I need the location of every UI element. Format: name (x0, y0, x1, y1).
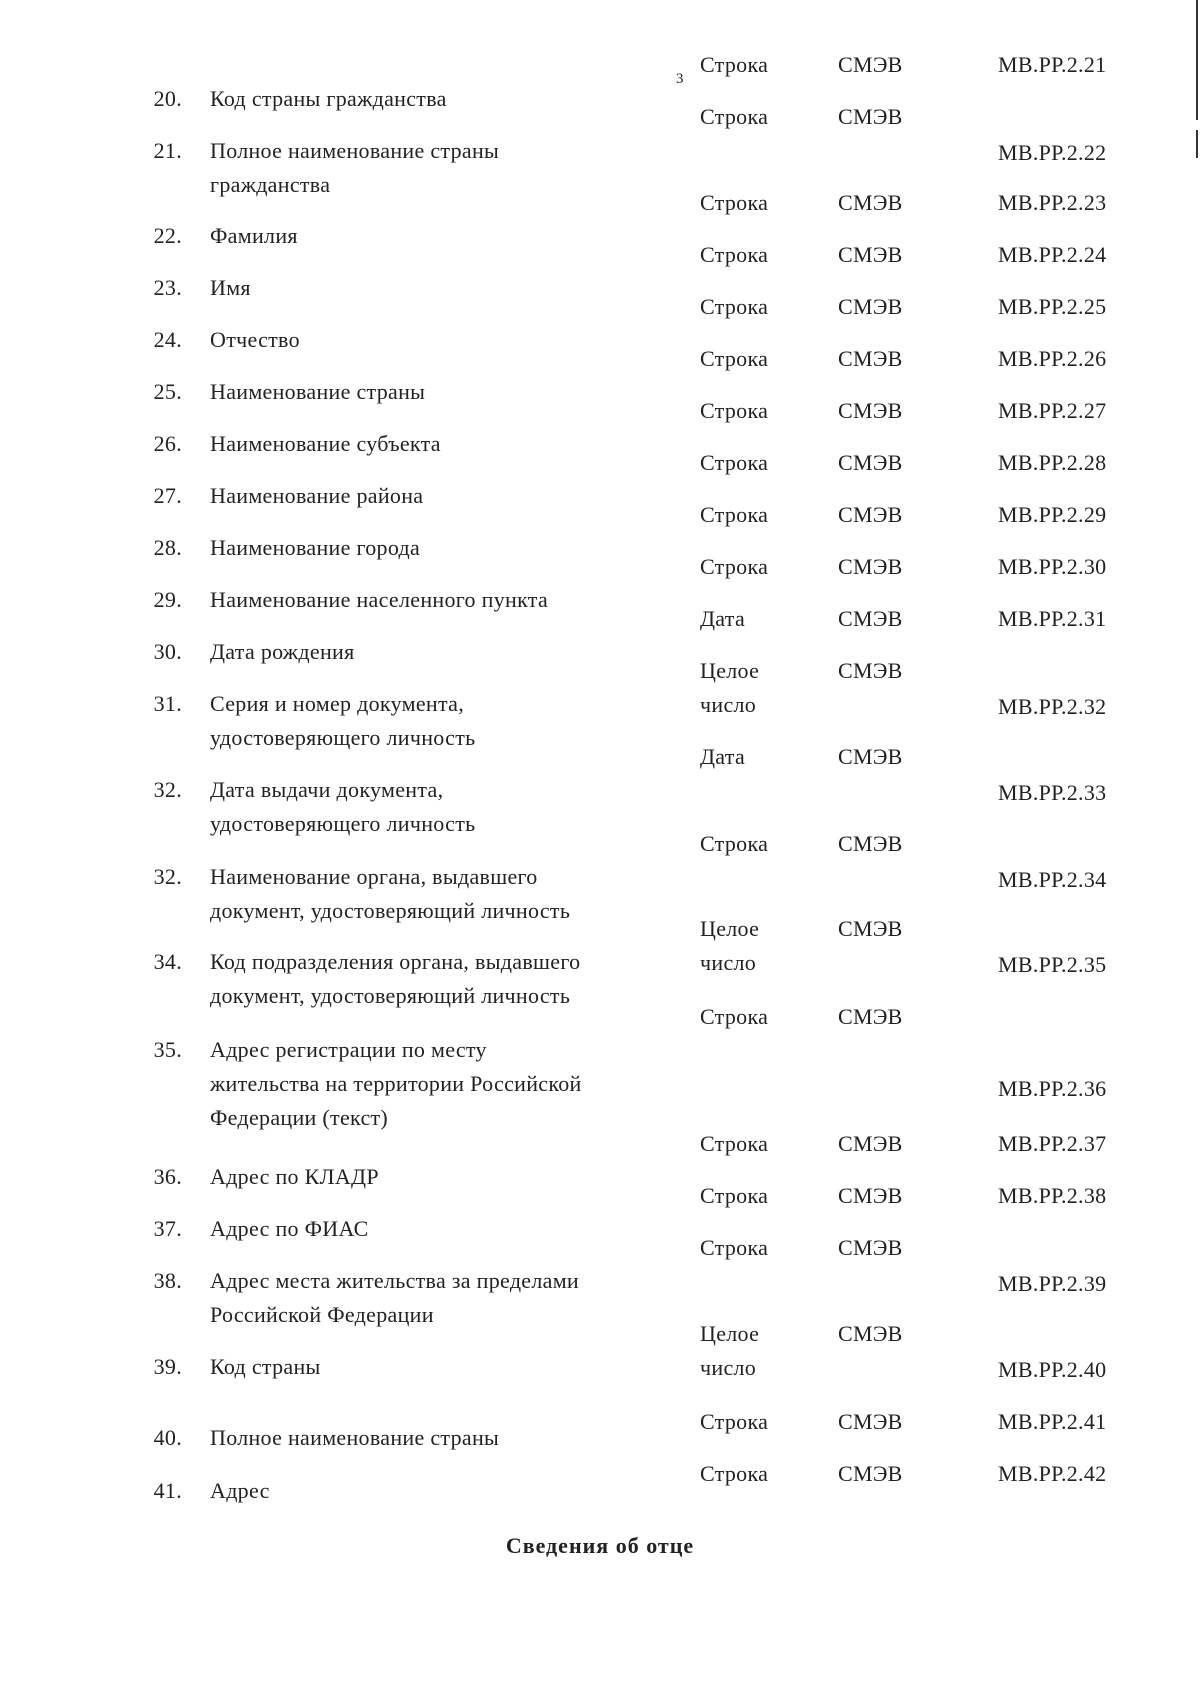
field-source: СМЭВ (838, 916, 903, 941)
field-type: Строка (700, 1461, 769, 1486)
field-type: Дата (700, 606, 746, 631)
field-code: МВ.РР.2.30 (998, 554, 1107, 579)
field-source: СМЭВ (838, 1461, 903, 1486)
field-source: СМЭВ (838, 554, 903, 579)
field-type: Строка (700, 52, 769, 77)
field-source: СМЭВ (838, 1235, 903, 1260)
field-code: МВ.РР.2.32 (998, 694, 1107, 719)
field-type: Строка (700, 450, 769, 475)
field-code: МВ.РР.2.33 (998, 780, 1107, 805)
field-name: Наименование субъекта (210, 431, 441, 456)
field-name: Полное наименование страны (210, 1425, 500, 1450)
field-name: Дата рождения (210, 639, 355, 664)
field-type: Строка (700, 104, 769, 129)
scan-edge-mark (1196, 0, 1198, 120)
field-type: Строка (700, 398, 769, 423)
field-source: СМЭВ (838, 1183, 903, 1208)
row-number: 36. (153, 1164, 182, 1189)
field-code: МВ.РР.2.41 (998, 1409, 1107, 1434)
field-source: СМЭВ (838, 1004, 903, 1029)
field-name: Наименование органа, выдавшего документ, удостоверяющий личность (210, 864, 571, 923)
field-source: СМЭВ (838, 242, 903, 267)
field-name: Код подразделения органа, выдавшего документ, удостоверяющий личность (210, 949, 581, 1008)
field-name: Полное наименование страны гражданства (210, 138, 500, 197)
field-source: СМЭВ (838, 294, 903, 319)
field-type: Строка (700, 242, 769, 267)
row-number: 31. (153, 691, 182, 716)
field-name: Имя (210, 275, 251, 300)
field-source: СМЭВ (838, 346, 903, 371)
field-name: Адрес места жительства за пределами Российской Федерации (210, 1268, 580, 1327)
field-code: МВ.РР.2.31 (998, 606, 1107, 631)
field-name: Отчество (210, 327, 300, 352)
field-code: МВ.РР.2.23 (998, 190, 1107, 215)
row-number: 40. (153, 1425, 182, 1450)
field-type: Строка (700, 554, 769, 579)
field-source: СМЭВ (838, 658, 903, 683)
row-number: 26. (153, 431, 182, 456)
field-type: Дата (700, 744, 746, 769)
row-number: 24. (153, 327, 182, 352)
scan-edge-mark (1196, 130, 1198, 158)
field-code: МВ.РР.2.27 (998, 398, 1107, 423)
row-number: 38. (153, 1268, 182, 1293)
field-name: Наименование страны (210, 379, 426, 404)
field-name: Адрес по КЛАДР (210, 1164, 379, 1189)
field-code: МВ.РР.2.35 (998, 952, 1107, 977)
field-code: МВ.РР.2.29 (998, 502, 1107, 527)
field-code: МВ.РР.2.34 (998, 867, 1107, 892)
row-number: 29. (153, 587, 182, 612)
field-code: МВ.РР.2.39 (998, 1271, 1107, 1296)
row-number: 23. (153, 275, 182, 300)
row-number: 28. (153, 535, 182, 560)
row-number: 37. (153, 1216, 182, 1241)
field-code: МВ.РР.2.28 (998, 450, 1107, 475)
row-number: 21. (153, 138, 182, 163)
field-source: СМЭВ (838, 502, 903, 527)
field-source: СМЭВ (838, 744, 903, 769)
field-source: СМЭВ (838, 52, 903, 77)
field-name: Адрес по ФИАС (210, 1216, 369, 1241)
field-name: Код страны (210, 1354, 321, 1379)
field-name: Код страны гражданства (210, 86, 447, 111)
field-source: СМЭВ (838, 450, 903, 475)
field-type: Строка (700, 294, 769, 319)
field-code: МВ.РР.2.24 (998, 242, 1107, 267)
field-code: МВ.РР.2.38 (998, 1183, 1107, 1208)
field-type: Строка (700, 1004, 769, 1029)
field-type: Строка (700, 1235, 769, 1260)
field-type: Строка (700, 1183, 769, 1208)
row-number: 32. (153, 864, 182, 889)
field-type: Целое число (700, 658, 760, 717)
row-number: 30. (153, 639, 182, 664)
field-type: Строка (700, 1131, 769, 1156)
row-number: 39. (153, 1354, 182, 1379)
field-type: Целое число (700, 916, 760, 975)
row-number: 34. (153, 949, 182, 974)
field-code: МВ.РР.2.26 (998, 346, 1107, 371)
field-code: МВ.РР.2.36 (998, 1076, 1107, 1101)
row-number: 25. (153, 379, 182, 404)
field-name: Наименование района (210, 483, 424, 508)
field-source: СМЭВ (838, 1131, 903, 1156)
section-title: Сведения об отце (505, 1533, 695, 1558)
field-name: Адрес регистрации по месту жительства на территории Российской Федерации (текст) (210, 1037, 582, 1130)
field-code: МВ.РР.2.37 (998, 1131, 1107, 1156)
field-code: МВ.РР.2.21 (998, 52, 1107, 77)
row-number: 32. (153, 777, 182, 802)
field-source: СМЭВ (838, 190, 903, 215)
field-source: СМЭВ (838, 1409, 903, 1434)
row-number: 27. (153, 483, 182, 508)
row-number: 22. (153, 223, 182, 248)
page-number: 3 (676, 71, 684, 87)
field-type: Строка (700, 1409, 769, 1434)
field-type: Строка (700, 346, 769, 371)
field-code: МВ.РР.2.22 (998, 140, 1107, 165)
row-number: 35. (153, 1037, 182, 1062)
field-type: Строка (700, 831, 769, 856)
field-name: Адрес (210, 1478, 270, 1503)
row-number: 41. (153, 1478, 182, 1503)
field-source: СМЭВ (838, 104, 903, 129)
field-code: МВ.РР.2.42 (998, 1461, 1107, 1486)
field-name: Наименование города (210, 535, 421, 560)
field-name: Серия и номер документа, удостоверяющего личность (210, 691, 476, 750)
field-type: Строка (700, 502, 769, 527)
field-name: Фамилия (210, 223, 298, 248)
field-code: МВ.РР.2.40 (998, 1357, 1107, 1382)
field-source: СМЭВ (838, 831, 903, 856)
field-name: Наименование населенного пункта (210, 587, 549, 612)
field-type: Целое число (700, 1321, 760, 1380)
field-type: Строка (700, 190, 769, 215)
field-source: СМЭВ (838, 398, 903, 423)
field-source: СМЭВ (838, 606, 903, 631)
field-code: МВ.РР.2.25 (998, 294, 1107, 319)
field-source: СМЭВ (838, 1321, 903, 1346)
row-number: 20. (153, 86, 182, 111)
field-name: Дата выдачи документа, удостоверяющего личность (210, 777, 476, 836)
